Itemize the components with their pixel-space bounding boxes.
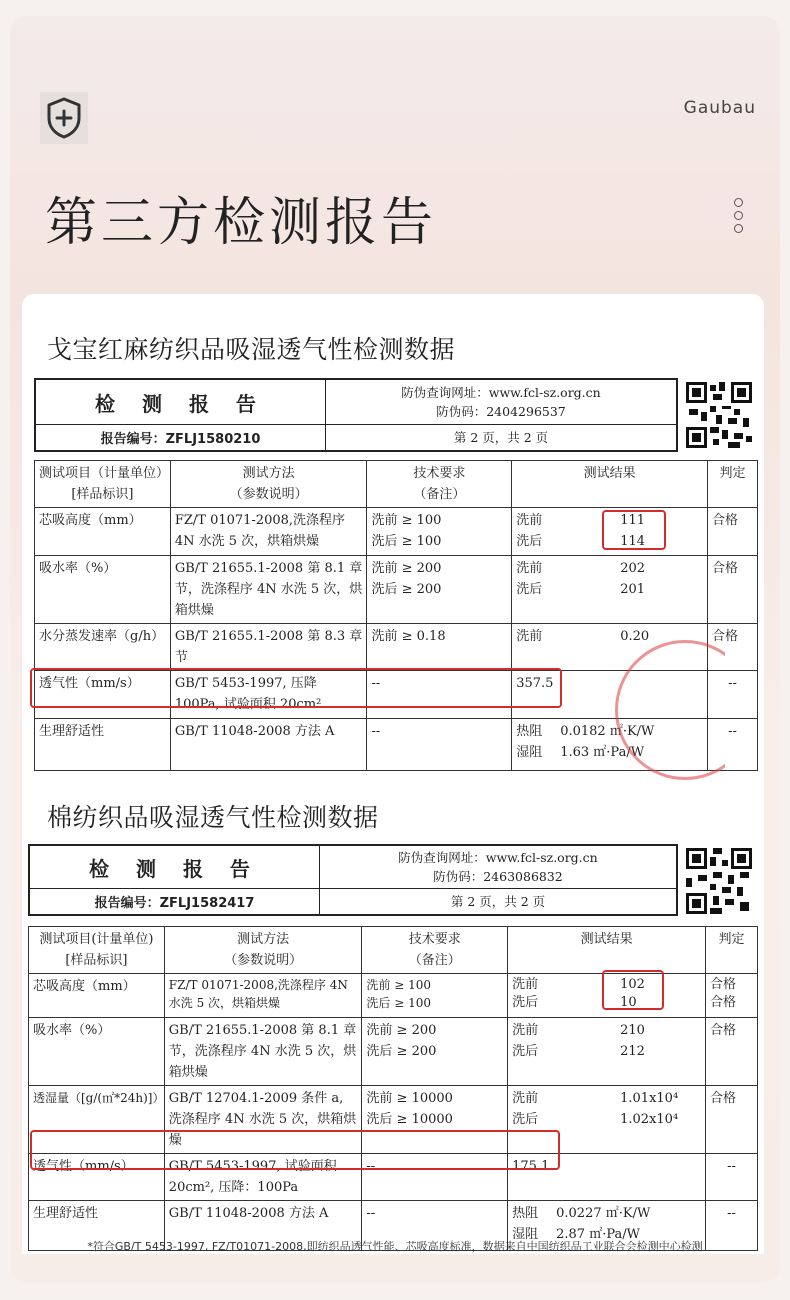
report-title: 检 测 报 告 xyxy=(36,380,326,424)
row-judgement: -- xyxy=(706,1154,758,1201)
col-header-item: 测试项目（计量单位） xyxy=(39,466,170,481)
result-value: 175.1 xyxy=(508,1154,706,1201)
verify-code: 防伪码：2404296537 xyxy=(436,404,566,419)
result-key: 洗前 xyxy=(516,561,543,576)
result-value: 1.01x10⁴ xyxy=(620,1091,679,1106)
result-value: 0.20 xyxy=(620,629,650,644)
result-value: 111 xyxy=(620,513,646,528)
brand-name: Gaubau xyxy=(683,98,756,118)
row-item: 生理舒适性 xyxy=(35,719,171,771)
col-header-method-sub: （参数说明） xyxy=(229,487,308,502)
row-req: 洗前 ≥ 0.18 xyxy=(371,629,446,644)
col-header-item: 测试项目(计量单位) xyxy=(39,932,154,947)
row-judgement: -- xyxy=(708,719,758,771)
row-req: 洗后 ≥ 100 xyxy=(366,996,431,1010)
table-row xyxy=(35,556,758,624)
row-req: -- xyxy=(367,671,512,719)
page-title: 第三方检测报告 xyxy=(45,193,438,253)
report-title: 检 测 报 告 xyxy=(30,846,320,888)
col-header-item-sub: [样品标识] xyxy=(71,487,134,502)
more-options-icon[interactable] xyxy=(734,198,746,237)
report-number: 报告编号：ZFLJ1582417 xyxy=(30,889,320,914)
col-header-item-sub: [样品标识] xyxy=(65,953,128,968)
result-value: 114 xyxy=(620,534,646,549)
row-judgement: 合格 xyxy=(710,995,737,1010)
result-value: 0.0227 ㎡·K/W xyxy=(556,1206,651,1221)
report-number: 报告编号：ZFLJ1580210 xyxy=(36,425,326,450)
page-count: 第 2 页，共 2 页 xyxy=(450,894,546,909)
verify-url: 防伪查询网址：www.fcl-sz.org.cn xyxy=(398,850,598,865)
result-value: 212 xyxy=(620,1044,645,1059)
row-item: 生理舒适性 xyxy=(29,1201,165,1251)
page-count: 第 2 页，共 2 页 xyxy=(453,430,549,445)
result-key: 热阻 xyxy=(516,724,543,739)
footnote: *符合GB/T 5453-1997, FZ/T01071-2008,即纺织品透气性能、芯吸高度标准，数据来自中国纺织品工业联合会检测中心检测 xyxy=(87,1240,703,1253)
result-key: 洗后 xyxy=(512,1112,539,1127)
row-req: 洗后 ≥ 100 xyxy=(371,534,442,549)
row-judgement: -- xyxy=(708,671,758,719)
result-key: 湿阻 xyxy=(516,745,543,760)
row-item: 透湿量（[g/(㎡*24h)]） xyxy=(29,1086,165,1154)
row-method: GB/T 11048-2008 方法 A xyxy=(170,719,367,771)
highlight-box xyxy=(30,668,562,708)
row-req: -- xyxy=(362,1154,508,1201)
row-req: 洗前 ≥ 200 xyxy=(366,1023,437,1038)
qr-code-icon xyxy=(686,848,752,914)
highlight-box xyxy=(602,510,666,550)
row-req: 洗前 ≥ 10000 xyxy=(366,1091,453,1106)
result-value: 357.5 xyxy=(512,671,708,719)
report-header xyxy=(28,844,678,916)
result-value: 1.63 ㎡·Pa/W xyxy=(560,745,645,760)
row-method: FZ/T 01071-2008,洗涤程序 4N 水洗 5 次，烘箱烘燥 xyxy=(164,974,362,1018)
row-method: FZ/T 01071-2008,洗涤程序 4N 水洗 5 次，烘箱烘燥 xyxy=(170,508,367,556)
row-req: -- xyxy=(367,719,512,771)
section-title: 戈宝红麻纺织品吸湿透气性检测数据 xyxy=(47,335,456,364)
result-value: 102 xyxy=(620,977,645,992)
row-req: 洗前 ≥ 100 xyxy=(366,978,431,992)
row-method: GB/T 5453-1997, 压降 100Pa, 试验面积 20cm² xyxy=(170,671,367,719)
verify-code: 防伪码：2463086832 xyxy=(433,869,563,884)
col-header-result: 测试结果 xyxy=(583,466,636,481)
verify-url: 防伪查询网址：www.fcl-sz.org.cn xyxy=(401,385,601,400)
row-judgement: 合格 xyxy=(708,556,758,624)
row-req: -- xyxy=(362,1201,508,1251)
row-req: 洗前 ≥ 100 xyxy=(371,513,442,528)
row-judgement: 合格 xyxy=(706,1086,758,1154)
row-judgement: 合格 xyxy=(710,977,737,992)
result-value: 10 xyxy=(620,995,637,1010)
row-item: 吸水率（%） xyxy=(35,556,171,624)
row-method: GB/T 12704.1-2009 条件 a, 洗涤程序 4N 水洗 5 次，烘箱烘燥 xyxy=(164,1086,362,1154)
result-key: 热阻 xyxy=(512,1206,539,1221)
highlight-box xyxy=(602,970,664,1010)
row-req: 洗后 ≥ 200 xyxy=(371,582,442,597)
result-value: 0.0182 ㎡·K/W xyxy=(560,724,655,739)
result-key: 洗前 xyxy=(512,977,539,992)
row-judgement: 合格 xyxy=(706,1018,758,1086)
col-header-method: 测试方法 xyxy=(242,466,295,481)
row-method: GB/T 21655.1-2008 第 8.3 章节 xyxy=(170,624,367,671)
col-header-method-sub: （参数说明） xyxy=(224,953,303,968)
result-value: 1.02x10⁴ xyxy=(620,1112,679,1127)
row-judgement: 合格 xyxy=(708,624,758,671)
col-header-requirement-sub: （备注） xyxy=(408,953,461,968)
col-header-requirement: 技术要求 xyxy=(408,932,461,947)
col-header-requirement: 技术要求 xyxy=(413,466,466,481)
result-value: 2.87 ㎡·Pa/W xyxy=(556,1227,640,1242)
highlight-box xyxy=(30,1130,560,1170)
shield-plus-icon xyxy=(40,92,88,144)
col-header-judgement: 判定 xyxy=(718,932,745,947)
row-judgement: 合格 xyxy=(708,508,758,556)
row-item: 透气性（mm/s） xyxy=(35,671,171,719)
result-value: 202 xyxy=(620,561,646,576)
row-method: GB/T 5453-1997, 试验面积 20cm², 压降：100Pa xyxy=(164,1154,362,1201)
result-key: 洗后 xyxy=(512,995,539,1010)
row-method: GB/T 21655.1-2008 第 8.1 章节，洗涤程序 4N 水洗 5 次，烘箱烘燥 xyxy=(170,556,367,624)
result-key: 洗前 xyxy=(512,1091,539,1106)
qr-code-icon xyxy=(686,382,752,448)
result-key: 洗后 xyxy=(516,582,543,597)
row-req: 洗后 ≥ 10000 xyxy=(366,1112,453,1127)
row-method: GB/T 21655.1-2008 第 8.1 章节，洗涤程序 4N 水洗 5 次，烘箱烘燥 xyxy=(164,1018,362,1086)
result-key: 洗前 xyxy=(516,513,543,528)
result-key: 湿阻 xyxy=(512,1227,539,1242)
result-key: 洗前 xyxy=(516,629,543,644)
section-title: 棉纺织品吸湿透气性检测数据 xyxy=(47,803,379,832)
row-item: 吸水率（%） xyxy=(29,1018,165,1086)
row-method: GB/T 11048-2008 方法 A xyxy=(164,1201,362,1251)
row-item: 透气性（mm/s） xyxy=(29,1154,165,1201)
result-value: 210 xyxy=(620,1023,645,1038)
col-header-method: 测试方法 xyxy=(237,932,290,947)
row-req: 洗前 ≥ 200 xyxy=(371,561,442,576)
result-key: 洗后 xyxy=(516,534,543,549)
result-key: 洗后 xyxy=(512,1044,539,1059)
col-header-requirement-sub: （备注） xyxy=(413,487,466,502)
result-key: 洗前 xyxy=(512,1023,539,1038)
result-value: 201 xyxy=(620,582,646,597)
report-header xyxy=(34,378,678,452)
col-header-judgement: 判定 xyxy=(719,466,746,481)
table-row xyxy=(29,1018,758,1086)
col-header-result: 测试结果 xyxy=(580,932,633,947)
row-judgement: -- xyxy=(706,1201,758,1251)
row-item: 芯吸高度（mm） xyxy=(29,974,165,1018)
row-req: 洗后 ≥ 200 xyxy=(366,1044,437,1059)
row-item: 水分蒸发速率（g/h） xyxy=(35,624,171,671)
row-item: 芯吸高度（mm） xyxy=(35,508,171,556)
